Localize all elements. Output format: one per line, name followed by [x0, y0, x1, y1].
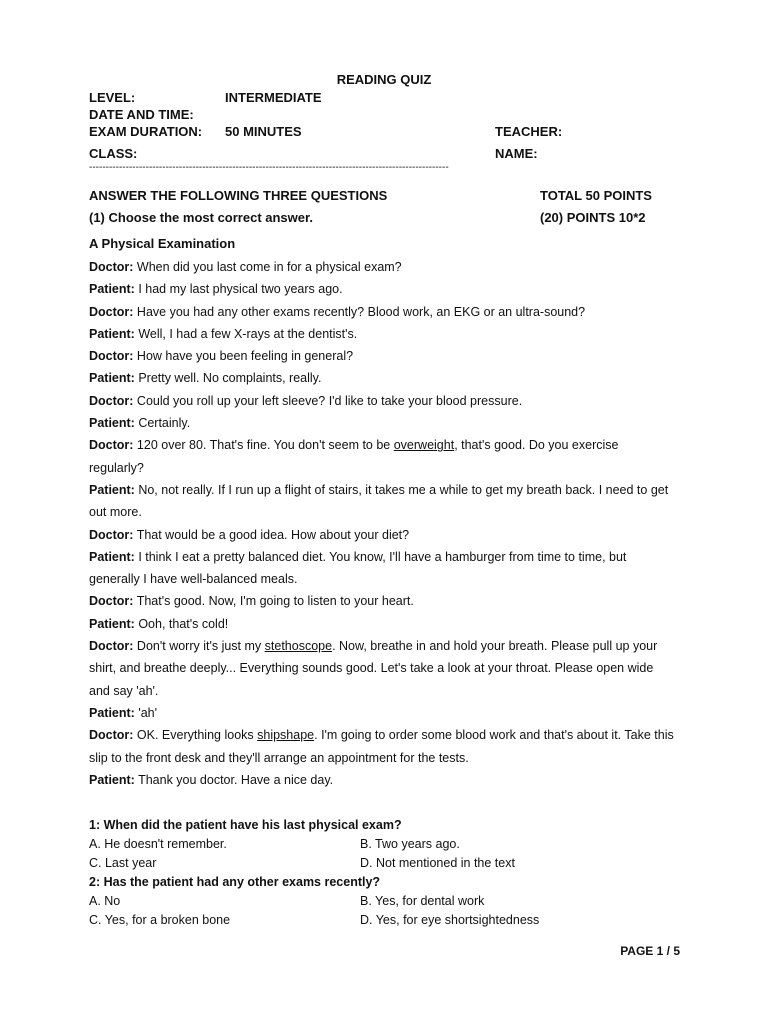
level-value: INTERMEDIATE — [225, 90, 322, 105]
option-a[interactable]: A. No — [89, 894, 121, 908]
dialog-passage — [89, 256, 681, 791]
dialog-text: No, not really. If I run up a flight of stairs, it takes me a while to get my breath back. I need to get — [134, 482, 669, 497]
vocab-word-stethoscope: stethoscope — [264, 639, 333, 654]
total-points: TOTAL 50 POINTS — [540, 188, 652, 203]
instruction: ANSWER THE FOLLOWING THREE QUESTIONS — [89, 188, 388, 203]
header-divider: ------------------------------------------------------------------------------------------------------------ — [89, 163, 449, 173]
dialog-text: 'ah' — [134, 705, 157, 720]
dialog-text: Could you roll up your left sleeve? I'd like to take your blood pressure. — [133, 393, 523, 408]
option-a[interactable]: A. He doesn't remember. — [89, 837, 227, 851]
dialog-line — [89, 301, 681, 323]
dialog-line-continued: regularly? — [89, 460, 144, 475]
dialog-line-continued: slip to the front desk and they'll arrange an appointment for the tests. — [89, 750, 469, 765]
dialog-line — [89, 323, 681, 345]
dialog-text: How have you been feeling in general? — [133, 349, 354, 364]
page-number: PAGE 1 / 5 — [620, 944, 680, 958]
dialog-text: I think I eat a pretty balanced diet. You know, I'll have a hamburger from time to time, but — [134, 549, 627, 564]
name-label: NAME: — [495, 146, 538, 161]
speaker: Patient: — [89, 549, 135, 564]
option-b[interactable]: B. Yes, for dental work — [360, 894, 485, 908]
dialog-line — [89, 479, 681, 501]
speaker: Doctor: — [89, 349, 134, 364]
dialog-text: Certainly. — [134, 416, 191, 431]
dialog-line — [89, 590, 681, 612]
dialog-text: 120 over 80. That's fine. You don't seem to be — [133, 438, 394, 453]
speaker: Doctor: — [89, 728, 134, 743]
dialog-line — [89, 724, 681, 746]
dialog-line — [89, 412, 681, 434]
part-title: (1) Choose the most correct answer. — [89, 210, 313, 225]
dialog-line — [89, 769, 681, 791]
dialog-line — [89, 635, 681, 657]
part-points: (20) POINTS 10*2 — [540, 210, 646, 225]
dialog-line — [89, 613, 681, 635]
dialog-line — [89, 345, 681, 367]
dialog-text: That would be a good idea. How about your diet? — [133, 527, 410, 542]
dialog-text: Thank you doctor. Have a nice day. — [134, 772, 334, 787]
question-title: 1: When did the patient have his last physical exam? — [89, 818, 402, 832]
duration-value: 50 MINUTES — [225, 124, 302, 139]
vocab-word-overweight: overweight — [393, 438, 455, 453]
dialog-text: Have you had any other exams recently? Blood work, an EKG or an ultra-sound? — [133, 304, 586, 319]
dialog-text: . I'm going to order some blood work and that's about it. Take this — [314, 728, 674, 743]
speaker: Patient: — [89, 482, 135, 497]
date-label: DATE AND TIME: — [89, 107, 194, 122]
dialog-line-continued: out more. — [89, 505, 142, 520]
dialog-line-continued: shirt, and breathe deeply... Everything sounds good. Let's take a look at your throat. Please open wide — [89, 661, 654, 676]
speaker: Patient: — [89, 616, 135, 631]
dialog-line — [89, 546, 681, 568]
dialog-text: Well, I had a few X-rays at the dentist's. — [134, 326, 358, 341]
dialog-text: Pretty well. No complaints, really. — [134, 371, 322, 386]
speaker: Patient: — [89, 371, 135, 386]
question-title: 2: Has the patient had any other exams recently? — [89, 875, 381, 889]
speaker: Doctor: — [89, 260, 134, 274]
dialog-line — [89, 434, 681, 456]
speaker: Patient: — [89, 326, 135, 341]
level-label: LEVEL: — [89, 90, 136, 105]
speaker: Doctor: — [89, 594, 134, 609]
dialog-line — [89, 367, 681, 389]
speaker: Doctor: — [89, 393, 134, 408]
dialog-line — [89, 256, 681, 278]
question-2 — [89, 873, 689, 930]
speaker: Doctor: — [89, 639, 134, 654]
dialog-line-continued: and say 'ah'. — [89, 683, 159, 698]
option-c[interactable]: C. Yes, for a broken bone — [89, 913, 231, 927]
dialog-text: Ooh, that's cold! — [134, 616, 229, 631]
option-d[interactable]: D. Not mentioned in the text — [360, 856, 515, 870]
speaker: Doctor: — [89, 438, 134, 453]
speaker: Patient: — [89, 772, 135, 787]
quiz-title: READING QUIZ — [336, 72, 432, 87]
option-d[interactable]: D. Yes, for eye shortsightedness — [360, 913, 540, 927]
speaker: Patient: — [89, 416, 135, 431]
dialog-text: Don't worry it's just my — [133, 639, 265, 654]
teacher-label: TEACHER: — [495, 124, 563, 139]
dialog-line — [89, 278, 681, 300]
question-1 — [89, 816, 689, 873]
class-label: CLASS: — [89, 146, 138, 161]
speaker: Doctor: — [89, 304, 134, 319]
speaker: Doctor: — [89, 527, 134, 542]
dialog-text: OK. Everything looks — [133, 728, 258, 743]
dialog-text: When did you last come in for a physical exam? — [133, 260, 402, 274]
passage-title: A Physical Examination — [89, 236, 236, 251]
duration-label: EXAM DURATION: — [89, 124, 203, 139]
option-b[interactable]: B. Two years ago. — [360, 837, 460, 851]
option-c[interactable]: C. Last year — [89, 856, 157, 870]
dialog-line-continued: generally I have well-balanced meals. — [89, 572, 298, 587]
dialog-text: . Now, breathe in and hold your breath. Please pull up your — [332, 639, 658, 654]
dialog-text: I had my last physical two years ago. — [134, 282, 343, 297]
vocab-word-shipshape: shipshape — [257, 728, 315, 743]
dialog-text: That's good. Now, I'm going to listen to your heart. — [133, 594, 414, 609]
speaker: Patient: — [89, 705, 135, 720]
dialog-line — [89, 702, 681, 724]
dialog-line — [89, 390, 681, 412]
speaker: Patient: — [89, 282, 135, 297]
dialog-line — [89, 524, 681, 546]
dialog-text: , that's good. Do you exercise — [454, 438, 619, 453]
